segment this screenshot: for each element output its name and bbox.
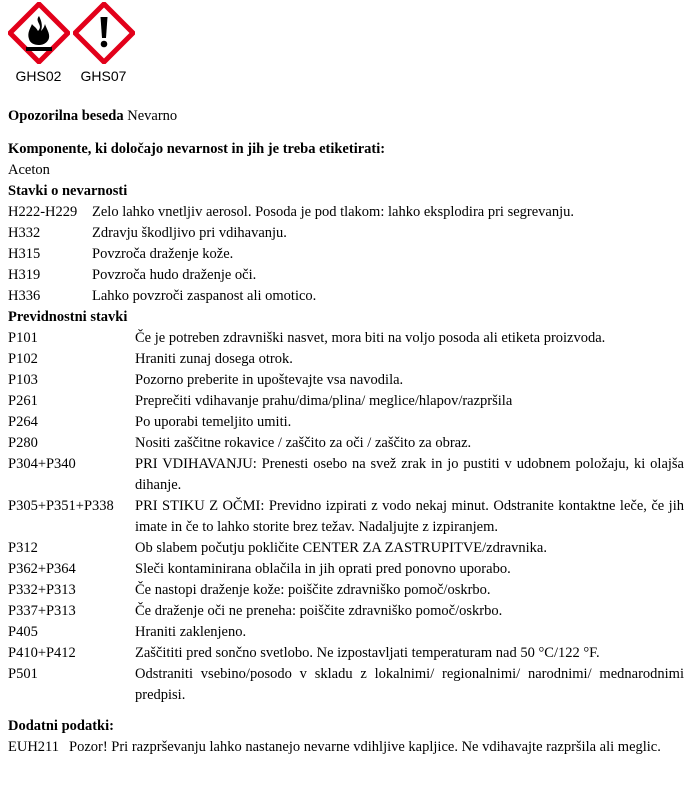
- precautionary-statement-row: [8, 328, 684, 349]
- hazard-statement-row: [8, 223, 684, 244]
- statement-text: Pozor! Pri razprševanju lahko nastanejo nevarne vdihljive kapljice. Ne vdihavajte razpršila ali meglic.: [69, 739, 661, 755]
- precautionary-statement-row: [8, 580, 684, 601]
- signal-word: [8, 106, 684, 127]
- statement-code: P312: [8, 540, 38, 556]
- precautionary-statement-row: [8, 559, 684, 580]
- statement-text: Pozorno preberite in upoštevajte vsa navodila.: [135, 372, 404, 388]
- statement-text: PRI VDIHAVANJU: Prenesti osebo na svež zrak in jo pustiti v udobnem položaju, ki olajša dihanje.: [135, 456, 684, 493]
- hazard-statement-row: [8, 265, 684, 286]
- signal-word-label: Opozorilna beseda: [8, 108, 124, 124]
- pictogram-ghs02: [6, 2, 71, 84]
- precautionary-statement-row: [8, 643, 684, 664]
- precautionary-statement-row: [8, 622, 684, 643]
- precautionary-statement-row: [8, 664, 684, 706]
- statement-code: P280: [8, 435, 38, 451]
- statement-code: P101: [8, 330, 38, 346]
- flame-icon: [8, 2, 70, 64]
- precautionary-statements-heading: Previdnostni stavki: [8, 309, 128, 325]
- hazard-pictograms: [6, 2, 136, 84]
- signal-word-value: Nevarno: [127, 108, 178, 124]
- statement-text: Hraniti zunaj dosega otrok.: [135, 351, 293, 367]
- statement-code: H222-H229: [8, 204, 78, 220]
- statement-text: Če draženje oči ne preneha: poiščite zdravniško pomoč/oskrbo.: [135, 603, 503, 619]
- statement-text: Po uporabi temeljito umiti.: [135, 414, 292, 430]
- statement-code: H319: [8, 267, 41, 283]
- hazard-statement-row: [8, 244, 684, 265]
- statement-text: Nositi zaščitne rokavice / zaščito za oči / zaščito za obraz.: [135, 435, 472, 451]
- statement-text: Povzroča hudo draženje oči.: [92, 267, 257, 283]
- statement-code: EUH211: [8, 739, 60, 755]
- statement-code: H336: [8, 288, 41, 304]
- pictogram-ghs07: [71, 2, 136, 84]
- precautionary-statement-row: [8, 538, 684, 559]
- precautionary-statement-row: [8, 370, 684, 391]
- statement-code: P102: [8, 351, 38, 367]
- statement-text: Zdravju škodljivo pri vdihavanju.: [92, 225, 287, 241]
- statement-code: P362+P364: [8, 561, 76, 577]
- statement-code: P304+P340: [8, 456, 76, 472]
- statement-code: H332: [8, 225, 41, 241]
- statement-code: P337+P313: [8, 603, 76, 619]
- component-item: Aceton: [8, 162, 50, 178]
- statement-text: Zelo lahko vnetljiv aerosol. Posoda je pod tlakom: lahko eksplodira pri segrevanju.: [92, 204, 575, 220]
- statement-code: P264: [8, 414, 38, 430]
- statement-text: Sleči kontaminirana oblačila in jih oprati pred ponovno uporabo.: [135, 561, 511, 577]
- precautionary-statement-row: [8, 496, 684, 538]
- additional-info-heading: Dodatni podatki:: [8, 718, 114, 734]
- statement-code: H315: [8, 246, 41, 262]
- statement-code: P305+P351+P338: [8, 498, 114, 514]
- precautionary-statement-row: [8, 349, 684, 370]
- statement-text: Če nastopi draženje kože: poiščite zdravniško pomoč/oskrbo.: [135, 582, 491, 598]
- statement-code: P501: [8, 666, 38, 682]
- statement-code: P410+P412: [8, 645, 76, 661]
- statement-text: PRI STIKU Z OČMI: Previdno izpirati z vodo nekaj minut. Odstranite kontaktne leče, če jih imate in če to lahko storite brez težav. Nadaljujte z izpiranjem.: [135, 498, 684, 535]
- statement-text: Ob slabem počutju pokličite CENTER ZA ZASTRUPITVE/zdravnika.: [135, 540, 547, 556]
- statement-code: P332+P313: [8, 582, 76, 598]
- precautionary-statement-row: [8, 454, 684, 496]
- label-elements: [8, 106, 684, 758]
- statement-text: Odstraniti vsebino/posodo v skladu z lokalnimi/ regionalnimi/ narodnimi/ mednarodnimi predpisi.: [135, 666, 684, 703]
- additional-info-row: [8, 737, 684, 758]
- hazard-statement-row: [8, 286, 684, 307]
- components-heading: Komponente, ki določajo nevarnost in jih je treba etiketirati:: [8, 141, 386, 157]
- statement-text: Preprečiti vdihavanje prahu/dima/plina/ meglice/hlapov/razpršila: [135, 393, 513, 409]
- precautionary-statement-row: [8, 391, 684, 412]
- statement-code: P405: [8, 624, 38, 640]
- statement-text: Hraniti zaklenjeno.: [135, 624, 247, 640]
- precautionary-statement-row: [8, 601, 684, 622]
- statement-text: Če je potreben zdravniški nasvet, mora biti na voljo posoda ali etiketa proizvoda.: [135, 330, 606, 346]
- statement-text: Povzroča draženje kože.: [92, 246, 234, 262]
- statement-text: Zaščititi pred sončno svetlobo. Ne izpostavljati temperaturam nad 50 °C/122 °F.: [135, 645, 600, 661]
- statement-code: P103: [8, 372, 38, 388]
- hazard-statements-heading: Stavki o nevarnosti: [8, 183, 128, 199]
- pictogram-code: GHS02: [15, 68, 62, 84]
- pictogram-code: GHS07: [80, 68, 127, 84]
- precautionary-statement-row: [8, 412, 684, 433]
- hazard-statement-row: [8, 202, 684, 223]
- precautionary-statement-row: [8, 433, 684, 454]
- statement-text: Lahko povzroči zaspanost ali omotico.: [92, 288, 317, 304]
- statement-code: P261: [8, 393, 38, 409]
- exclamation-mark-icon: [73, 2, 135, 64]
